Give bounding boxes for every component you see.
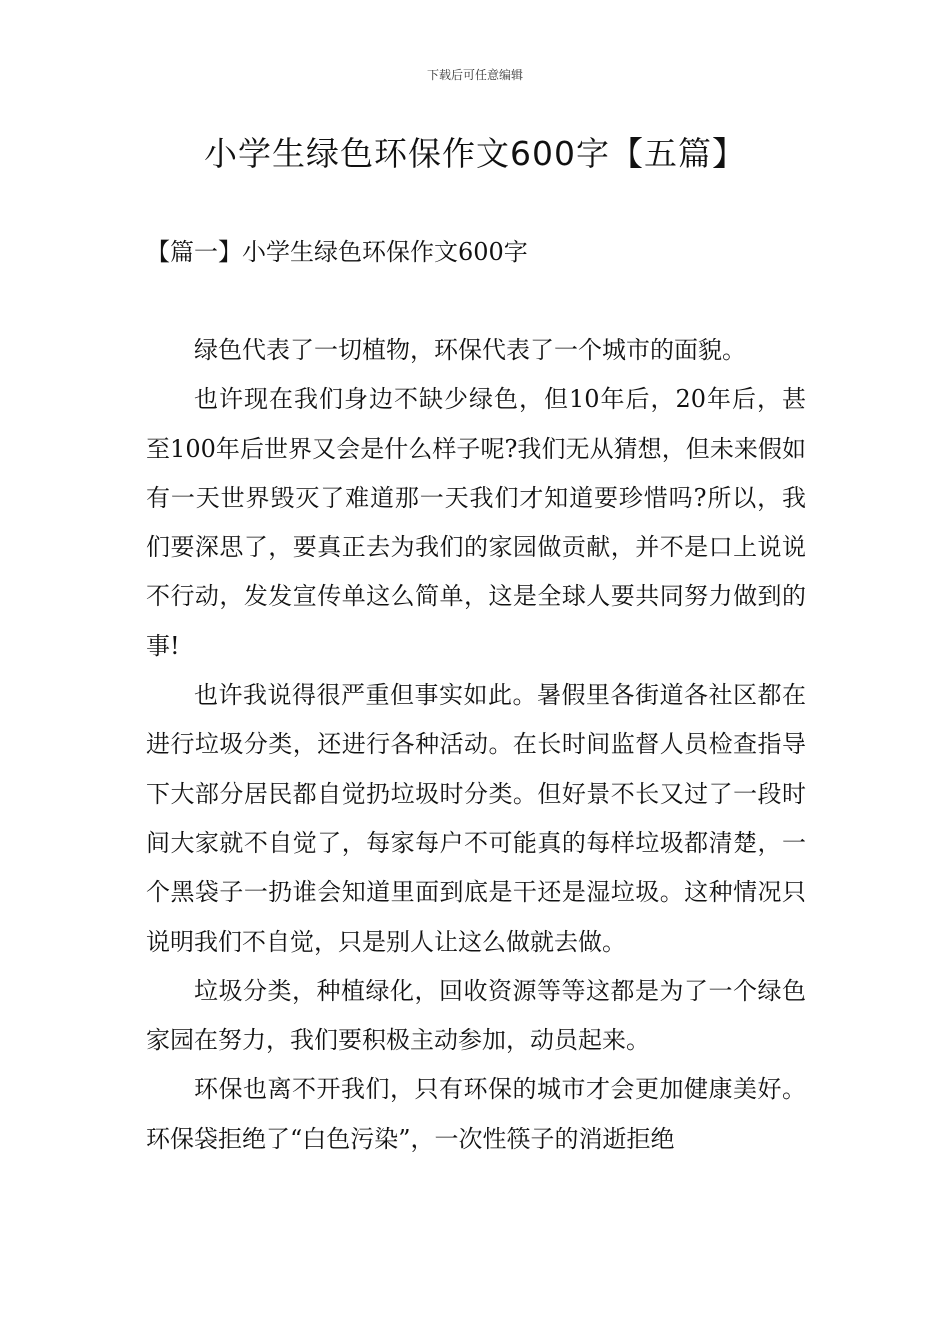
section-heading: 【篇一】小学生绿色环保作文600字 [146, 238, 528, 266]
essay-body [146, 326, 806, 1164]
paragraph: 也许现在我们身边不缺少绿色，但10年后，20年后，甚至100年后世界又会是什么样子呢?我们无从猜想，但未来假如有一天世界毁灭了难道那一天我们才知道要珍惜吗?所以，我们要深思了，要真正去为我们的家园做贡献，并不是口上说说不行动，发发宣传单这么简单，这是全球人要共同努力做到的事! [146, 385, 806, 660]
paragraph: 环保也离不开我们，只有环保的城市才会更加健康美好。环保袋拒绝了“白色污染”，一次性筷子的消逝拒绝 [146, 1075, 806, 1153]
document-title: 小学生绿色环保作文600字【五篇】 [204, 134, 746, 173]
paragraph: 垃圾分类，种植绿化，回收资源等等这都是为了一个绿色家园在努力，我们要积极主动参加，动员起来。 [146, 976, 806, 1055]
header-note: 下载后可任意编辑 [426, 68, 523, 82]
paragraph: 绿色代表了一切植物，环保代表了一个城市的面貌。 [194, 336, 746, 364]
paragraph: 也许我说得很严重但事实如此。暑假里各街道各社区都在进行垃圾分类，还进行各种活动。在长时间监督人员检查指导下大部分居民都自觉扔垃圾时分类。但好景不长又过了一段时间大家就不自觉了，每家每户不可能真的每样垃圾都清楚，一个黑袋子一扔谁会知道里面到底是干还是湿垃圾。这种情况只说明我们不自觉，只是别人让这么做就去做。 [146, 681, 806, 956]
